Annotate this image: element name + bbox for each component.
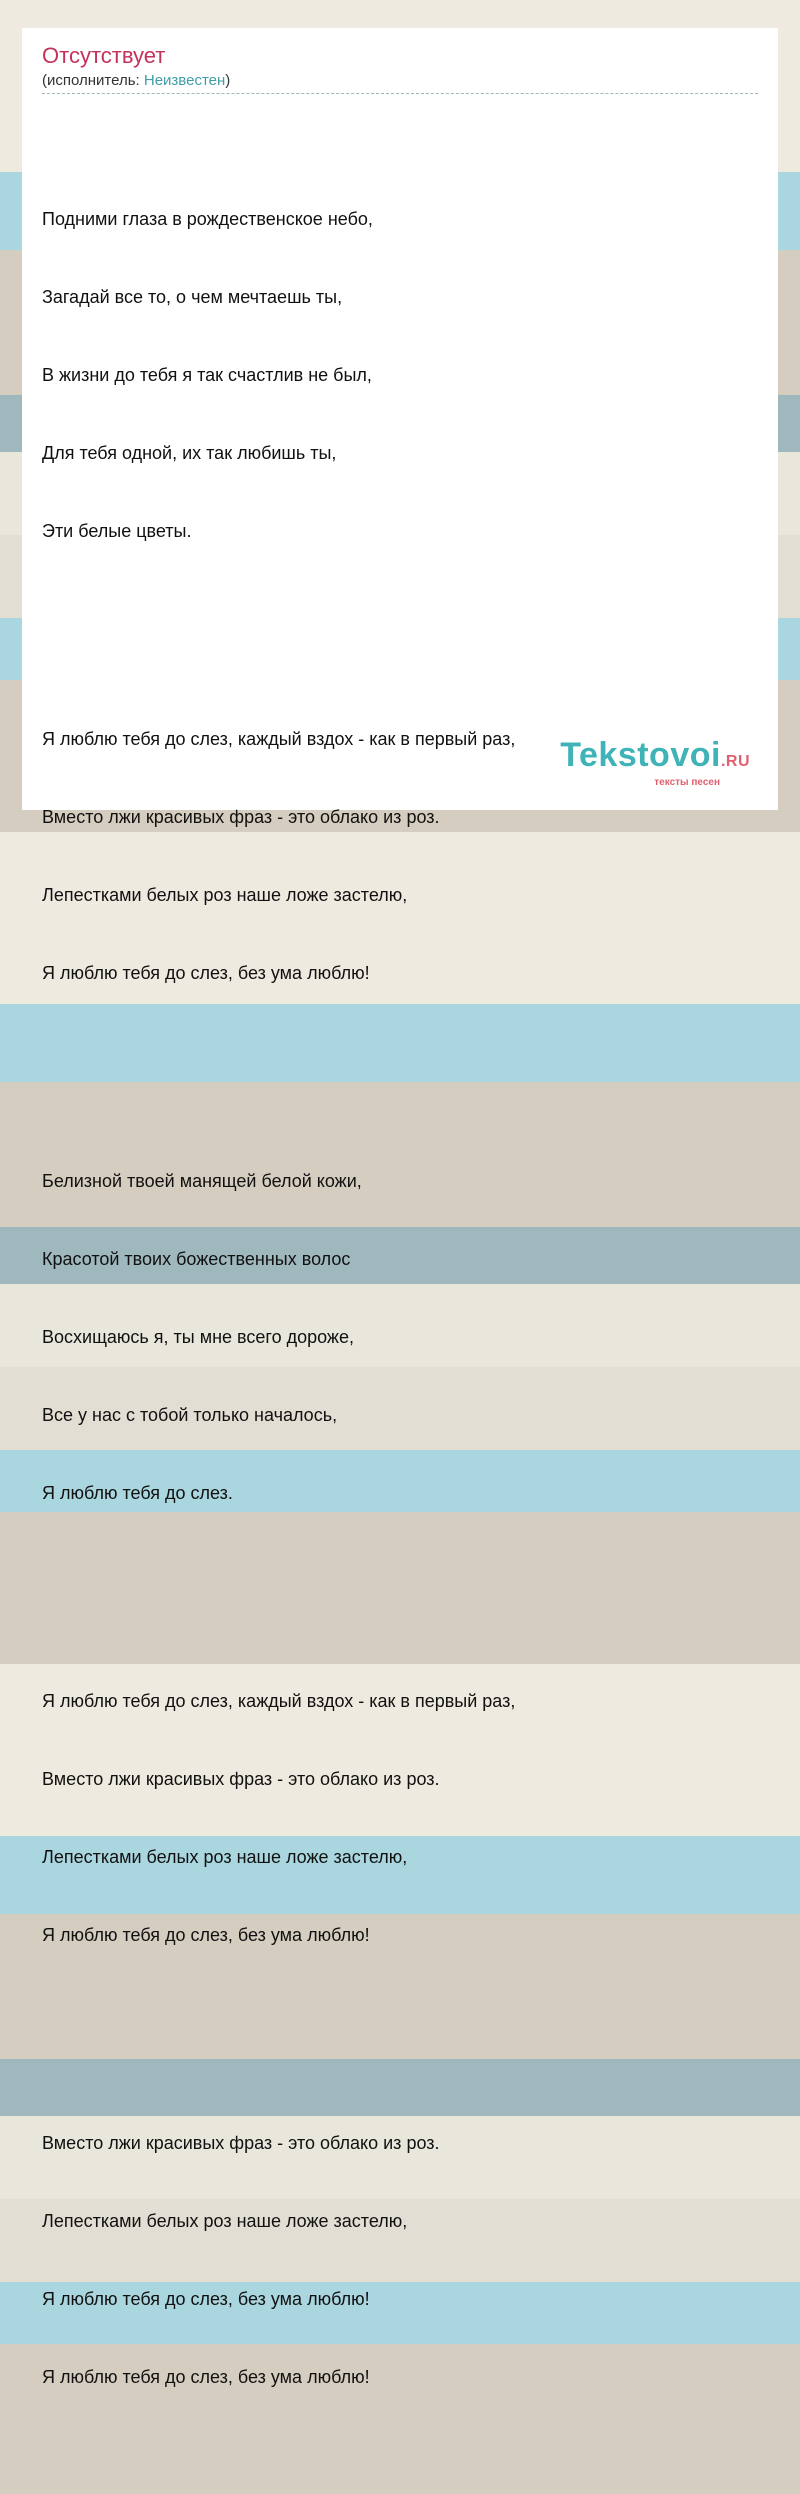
artist-prefix: (исполнитель: (42, 72, 144, 89)
lyrics-line: Я люблю тебя до слез, без ума люблю! (42, 2367, 370, 2387)
lyrics-line: Вместо лжи красивых фраз - это облако из роз. (42, 2133, 440, 2153)
lyrics-line: Я люблю тебя до слез, без ума люблю! (42, 1925, 370, 1945)
divider (42, 93, 758, 94)
lyrics-line: Лепестками белых роз наше ложе застелю, (42, 1847, 408, 1867)
lyrics-card (22, 28, 778, 2387)
lyrics-line: Я люблю тебя до слез, каждый вздох - как в первый раз, (42, 1691, 516, 1711)
lyrics-line: Эти белые цветы. (42, 521, 192, 541)
logo-wordmark (560, 738, 750, 779)
lyrics-line: Я люблю тебя до слез. (42, 1483, 233, 1503)
lyrics-stanza (42, 2078, 515, 2442)
lyrics-line: Все у нас с тобой только началось, (42, 1405, 338, 1425)
lyrics-line: Подними глаза в рождественское небо, (42, 209, 373, 229)
artist-link[interactable]: Неизвестен (143, 72, 226, 89)
artist-suffix: ) (225, 72, 231, 89)
lyrics-stanza (42, 1116, 515, 1558)
lyrics-line: Я люблю тебя до слез, без ума люблю! (42, 2289, 370, 2309)
logo-name: Tekstovoi (560, 736, 721, 774)
lyrics-stanza (42, 674, 515, 1038)
logo-tld: .RU (720, 753, 750, 770)
lyrics-line: Я люблю тебя до слез, без ума люблю! (42, 963, 370, 983)
lyrics-line: Для тебя одной, их так любишь ты, (42, 443, 337, 463)
lyrics-line: Загадай все то, о чем мечтаешь ты, (42, 287, 343, 307)
song-title: Отсутствует (42, 43, 166, 68)
site-logo[interactable] (560, 738, 750, 788)
artist-line (42, 72, 230, 89)
lyrics-line: Вместо лжи красивых фраз - это облако из роз. (42, 1769, 440, 1789)
lyrics-line: Красотой твоих божественных волос (42, 1249, 351, 1269)
lyrics-line: Вместо лжи красивых фраз - это облако из роз. (42, 807, 440, 827)
lyrics-line: В жизни до тебя я так счастлив не был, (42, 365, 372, 385)
logo-tagline: тексты песен (654, 777, 720, 788)
lyrics-line: Лепестками белых роз наше ложе застелю, (42, 885, 408, 905)
lyrics-text (42, 102, 515, 2494)
lyrics-line: Я люблю тебя до слез, каждый вздох - как в первый раз, (42, 729, 516, 749)
lyrics-line: Лепестками белых роз наше ложе застелю, (42, 2211, 408, 2231)
lyrics-stanza (42, 154, 515, 596)
lyrics-line: Белизной твоей манящей белой кожи, (42, 1171, 362, 1191)
lyrics-stanza (42, 1636, 515, 2000)
lyrics-line: Восхищаюсь я, ты мне всего дороже, (42, 1327, 354, 1347)
